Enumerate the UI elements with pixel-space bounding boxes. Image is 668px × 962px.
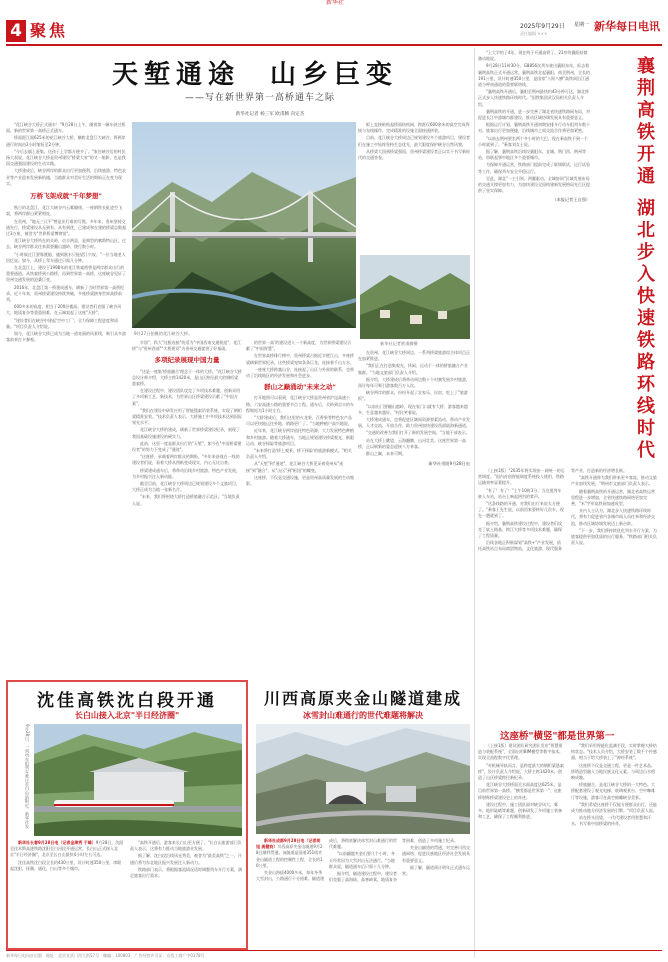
bottom-mid-text: 新华社成都9月28日电（记者胡旭 高健钧）川西高原夹金山隧道9月28日顺利贯通。该隧道是国道351线夹金山隧道工程的控制性工程，全长约10公里。 夹金山海拔4000多米，每年冬季大雪封山，公路通行十分困难。隧道建成后，将彻底解决冰雪封山难通行的世代难题。 "以前翻越夹金山要几个小时，冬天经常因为大雪封山无法通行。"当地群众说，隧道通车后只需十几分钟。 据介绍，隧道建设过程中，建设者们克服了高海拔、高寒缺氧、地质复杂等困难，创造了多项施工纪录。 夹金山隧道的贯通，对完善川西交通网络、促进民族地区经济社会发展具有重要意义。 据了解，隧道预计明年正式通车运营。 — [256, 838, 470, 883]
village-photo — [360, 255, 470, 339]
right-divider — [474, 48, 475, 958]
bottom-left-text: 新华社长春9月28日电（记者金津秀 于峰）9月28日，沈阳至佳木斯高速铁路沈阳至白河段开通运营。长白山正式接入北京"半日经济圈"，北京至长白山最快4小时左右可达。 沈佳高铁沈白段全长约430公里，设计时速350公里，串联起沈阳、抚顺、通化、白山等多个城市。 "高铁开通后，游客来长白山更方便了。"长白山旅游部门负责人表示，这将有力推动当地旅游业发展。 据了解，沈白段沿线风光秀美，被誉为"最美高铁"之一，开通后将为东北地区振兴发展注入新动力。 铁路部门表示，将根据客流情况适时调整列车开行方案，满足旅客出行需求。 — [10, 840, 242, 879]
bridge-photo-image — [132, 122, 356, 328]
bottom-left-subtitle: 长白山接入北京"半日经济圈" — [74, 711, 180, 720]
main-text-col-5: 在贵州，花江峡谷大桥周边，一系列桥梁旅游综合体项目正在加紧推进。 "我们正在打造集观光、休闲、运动于一体的桥旅融合产业集群。"当地文旅部门负责人介绍。 据介绍，大桥建成后将带动周边数十个村寨发展乡村旅游，预计每年可吸引游客数百万人次。 峡谷两岸的群众，纷纷开起了农家乐、民宿，吃上了"旅游饭"。 "以前出门要翻山越岭，现在家门口就有大桥，游客越来越多，生意越来越好。"村民笑着说。 大桥建成通车，也将促进区域间资源要素流动，带动产业发展、人才交流、开放合作，助力贵州加快建设西部陆海新通道。 "交通的改善为我们打开了新的发展空间。"当地干部表示。 站在大桥上眺望，云海翻腾，山河壮美。这座世界第一高桥，正以崭新的姿态迎接八方来客。 群山之巅，未来可期。 新华社贵阳9月28日电 — [358, 350, 470, 467]
section-heading-1: 万桥飞架成就"千年梦想" — [30, 192, 102, 201]
header-weekday: 星期一 — [574, 22, 590, 28]
train-photo-image — [34, 724, 242, 836]
header-rule — [6, 44, 662, 46]
footer-text: 新华每日电讯社出版 地址：北京宣武门西大街57号 邮编：100803 广告经营许可证：京西工商广字0178号 — [6, 953, 205, 958]
main-subhead: ——写在新世界第一高桥通车之际 — [184, 93, 335, 103]
main-text-col-2: 牢固"，科大"这根连接"的适为"中国西南交通枢纽"，花江桥"与"贵州西部""大桥建设"为贵州交通提供了好基础。 多项纪录展现中国力量 "这是一座集'桥旅融合'理念于一体的大桥。"花江峡谷大桥总设计师介绍，大桥主跨1420米，是山区跨径最大的钢桁梁悬索桥。 在建设过程中，建设团队攻克了多项技术难题，创新采用了多项新工艺、新技术，为世界山区桥梁建设贡献了"中国方案"。 "我们在建设中研发应用了智能缆索吊装系统，实现了钢桁梁精准安装。"技术负责人表示，大桥施工中多项技术达到国际领先水平。 花江峡谷大桥的建成，刷新了世界桥梁建设纪录，展现了我国基础设施建设的硬实力。 此前，这里一度是群众出行的"天堑"，如今在"中国桥梁建设者"的努力下变成了"通途"。 "这座桥，承载着两岸群众的期盼。"多年来奋战在一线的建设者们说，看着大桥从图纸变成现实，内心无比自豪。 桥梁建成通车后，将带动沿线乡村旅游、特色产业发展，为乡村振兴注入新动能。 截至目前，花江峡谷大桥周边已规划建设多个文旅项目，大桥正成为当地一张新名片。 "未来，我们将围绕大桥打造桥旅融合示范区。"当地负责人说。 — [132, 340, 242, 506]
village-photo-caption: 新华社记者欧甫腾摄 — [380, 341, 418, 346]
main-headline: 天堑通途 山乡巨变 — [111, 60, 399, 90]
newspaper-logo: 新华每日电讯 — [594, 20, 660, 33]
tunnel-photo-image — [256, 724, 470, 834]
main-byline: 新华社记者 杨三军 欧甫腾 向定杰 — [235, 112, 305, 117]
bottom-mid-subtitle: 冰雪封山难通行的世代难题将解决 — [303, 711, 423, 720]
bottom-mid-lead: 新华社成都9月28日电（记者胡旭 高健钧） — [256, 838, 321, 850]
main-text-col-3: 的世界一高'的建设进入一个新高度，为世界桥梁建设贡献了"中国智慧"。 在世界高桥排行榜中，贵州桥梁占据近半壁江山，多座桥梁刷新世界纪录。这些桥梁宛如条条巨龙，连接着千山万水。 一座座大桥跨越山谷，连接起了山区与外界的联系，也带动了沿线地区的经济发展和社会进步。 群山之巅涌动"未来之动" 打开地图可以看到，花江峡谷大桥是贵州省沪昆高速公路、六安高速公路的重要节点工程。通车后，关岭到贞丰的车程缩短为1小时左右。 "大桥建成后，我们这里的火龙果、百香果等特色农产品可以更快地运往外地，销路更广了。"当地种植户高兴地说。 近年来，花江峡谷两岸依托特色资源，大力发展特色种植和乡村旅游。随着大桥通车，当地正规划建设桥梁观光、极限运动、峡谷探险等旅游项目。 "未来将打造'桥上观景、桥下探险'的旅游新模式。"相关负责人介绍。 从"天堑"到"通途"，花江峡谷大桥见证着贵州从"连接"到"融合"，从"山区"到"枢纽"的蝶变。 这座桥，不仅是交通设施，更是贵州高质量发展的生动缩影。 — [246, 340, 354, 487]
bottom-left-vertical-caption: 9月28日，一列动车组列车驶过长白山站附近。新华社发 — [25, 724, 30, 829]
bridge-photo-caption: 9月27日拍摄的花江峡谷大桥。 — [134, 331, 193, 336]
train-photo — [34, 724, 242, 836]
bridge-photo — [132, 122, 356, 328]
right-end-note: （本报记者王自强） — [552, 197, 590, 203]
right-text-mid: （上接1版）"2035年将实现由一网统一的运营调度。"国内首创智能调度系统投入使用，铁路运输效率显著提升。 "有了！有了！"上午10时3分，当这批列车驶入车站，站台上响起热烈的掌声。 "这条线路的开通，对我们出行来说太方便了。"乘客王先生说，以前回家要转好几次车，现在一趟就到了。 据介绍，襄荆高铁建设过程中，建设者们攻克了软土路基、跨江大桥等多项技术难题，确保了工程质量。 沿线各地正积极谋划"高铁+"产业发展，依托高铁站点布局商贸物流、文化旅游、现代服务等产业，打造新的经济增长极。 "高铁开通将为我们带来更多客流，推动文旅产业加快发展。"荆州市文旅部门负责人表示。 随着襄荆高铁的开通运营，湖北省高铁运营里程进一步增加，全省快速铁路网络更加完善，"米"字形高铁网加速成型。 业内人士认为，湖北步入快速铁路环线时代，将有力促进省内各城市间人员往来和经济交流，推动区域协调发展迈上新台阶。 "下一步，我们将持续优化列车开行方案，为旅客提供更加优质的出行服务。"铁路部门相关负责人说。 — [478, 468, 657, 552]
header-date: 2025年9月29日 — [520, 23, 565, 30]
right-section-title: 这座桥"横竖"都是世界第一 — [500, 731, 615, 742]
right-vertical-title: 襄荆高铁开通 湖北步入快速铁路环线时代 — [634, 56, 655, 463]
main-text-col-1: "花江峡谷大桥正式通车！"9月28日上午，随着第一辆车驶过桥面，新的世界第一高桥正式通车。 桥面距江面625米的花江峡谷大桥，横跨北盘江大峡谷，将两岸通行时间由2小时缩短至2分钟。 "今后去镇上赶集、送孩子上学都方便多了。"家住峡谷边的村民杨大叔说。花江峡谷大桥是贵州建设"桥梁大省"的又一缩影，也是我国交通强国建设的生动实践。 大桥建成后，峡谷两岸的群众出行更加便利，沿线旅游、特色农业等产业迎来发展新机遇，当地群众对美好生活的期盼正在变为现实。 万桥飞架成就"千年梦想" 秋日的北盘江，花江大峡谷内云雾缭绕。一座钢铁长虹凌空飞架，将两岸群山紧紧相连。 在贵州，"地无三尺平"曾是出行难的写照。多年来，贵州坚持交通先行，桥梁建设从无到有、从有到优，已建成和在建的桥梁总数超过3万座，被誉为"世界桥梁博物馆"。 花江峡谷大桥所在的关岭、贞丰两县，是典型的喀斯特山区。过去，峡谷两岸群众往来需要翻山越岭、绕行数小时。 "小时候过江要靠渡船，遇到涨水只能望江兴叹。"一位当地老人回忆说。如今，从桥上驾车通过只需几分钟。 在北盘江上，建设于1998年的花江铁索桥曾是两岸群众出行的重要通道。从铁索桥到公路桥，再到世界第一高桥，这座峡谷见证了贵州交通发展的沧桑巨变。 2016年，北盘江第一桥建成通车，刷新了当时世界第一高桥纪录。近十年来，贵州桥梁建设持续突破，多座桥梁跻身世界高桥前列。 600多米的高度，相当于200层楼高。建设者们克服了峡谷风大、地质复杂等重重困难，在云端架起了这座"天桥"。 "建设者们在峡谷中建起'空中工厂'，全力保障工程进度和质量。"项目负责人介绍说。 如今，花江峡谷大桥已成为当地一道亮丽的风景线，吸引众多游客前来打卡参观。 — [6, 122, 126, 343]
right-text-top: "上大学的了4年，现在终于开通高铁了，23岁的襄阳姑娘激动地说。 9月28日11时30分，G8856次列车驶出襄阳东站，标志着襄荆高铁正式开通运营。襄荆高铁北起襄阳，南至荆州，全长约191公里，设计时速350公里，是国家"八纵八横"高铁网沿江通道与呼南通道的重要联络线。 "襄荆高铁开通后，襄阳至荆州最快约43分钟可达，湖北将正式步入快速铁路环线时代。"国铁集团武汉局相关负责人介绍。 襄荆高铁的开通，进一步完善了湖北省快速铁路网布局，对促进长江中游城市群建设、推动区域协调发展具有重要意义。 根据运行计划，襄荆高铁开通初期安排开行动车组列车数十对。旅客出行更加便捷，沿线城市之间交流合作将更加紧密。 "以前去荆州要坐两个多小时的大巴，现在乘高铁不到一个小时就到了。"乘客刘女士说。 据了解，襄荆高铁沿线设襄阳东、宜城、荆门西、荆州等站，串联起鄂中地区多个重要城市。 为保障开通运营，铁路部门提前完成了联调联试、运行试验等工作，确保列车安全平稳运行。 至此，湖北"一主引领、两翼驱动、全域协同"区域发展布局的交通支撑更加有力，为加快建设全国构建新发展格局先行区提供了坚实保障。 （本报记者王自强） — [478, 50, 590, 203]
header-editor: 责任编辑 ××× — [520, 31, 548, 36]
bottom-left-title: 沈佳高铁沈白段开通 — [37, 691, 217, 711]
right-text-bottom: （上接1版）建设团队研究团队发布"智慧建造与装配系统"，全面启用BIM模型等数字技术，实现全流程数字化管理。 "对机械导轨而言，是跨度最大的钢桁梁悬索桥"，设计负责人介绍说。大桥主跨1420米，创造了山区桥梁跨径新纪录。 花江峡谷大桥桥面至水面高度达625米，是目前世界第一高桥。"横竖都是世界第一"，这座桥堪称桥梁建设史上的奇迹。 建设过程中，施工团队面对峡谷风大、雾多、地形陡峭等难题，创新研发了多项施工装备和工艺，确保了工程顺利推进。 "我们采用智能化监测手段，实时掌握大桥结构状态。"技术人员介绍，大桥安装了数千个传感器，相当于给大桥装上了"神经系统"。 这座桥不仅是交通工程，更是一件艺术品。桥塔造型融入当地民族文化元素，与周边山水相映成趣。 桥旅融合，是花江峡谷大桥的一大特色。大桥配套建设了观光电梯、玻璃观景台、空中咖啡厅等设施，游客可在高空俯瞰峡谷美景。 "我们希望这座桥不仅能方便群众出行，还能成为推动地方经济发展的引擎。"项目负责人说。 站在桥头回望，一代代建设者用智慧和汗水，书写着中国桥梁的传奇。 — [478, 743, 657, 827]
main-end-note: 新华社贵阳9月28日电 — [428, 461, 470, 467]
section-heading-2: 多项纪录展现中国力量 — [154, 356, 220, 365]
top-strip: 新华社 — [325, 0, 344, 6]
footer-rule — [6, 950, 662, 951]
section-name: 聚焦 — [30, 21, 69, 40]
tunnel-photo — [256, 724, 470, 834]
village-photo-image — [360, 255, 470, 339]
page-number-block: 4 — [6, 20, 26, 42]
main-text-col-4: 板上直接粘贴起桥面结构网，跨距仅600余米的高空完成焊接与布线操作，完成精准的设施全面接通拼装。 目前，花江峡谷大桥周边已规划建设多个旅游项目，建设者们在施工中始终坚持生态优先，最大限度保护峡谷自然风貌。 从桥梁大国到桥梁强国，贵州桥梁建设者正以实干书写新时代的交通答卷。 — [358, 122, 470, 161]
section-heading-3: 群山之巅涌动"未来之动" — [264, 383, 336, 392]
bottom-mid-title: 川西高原夹金山隧道建成 — [263, 689, 462, 708]
